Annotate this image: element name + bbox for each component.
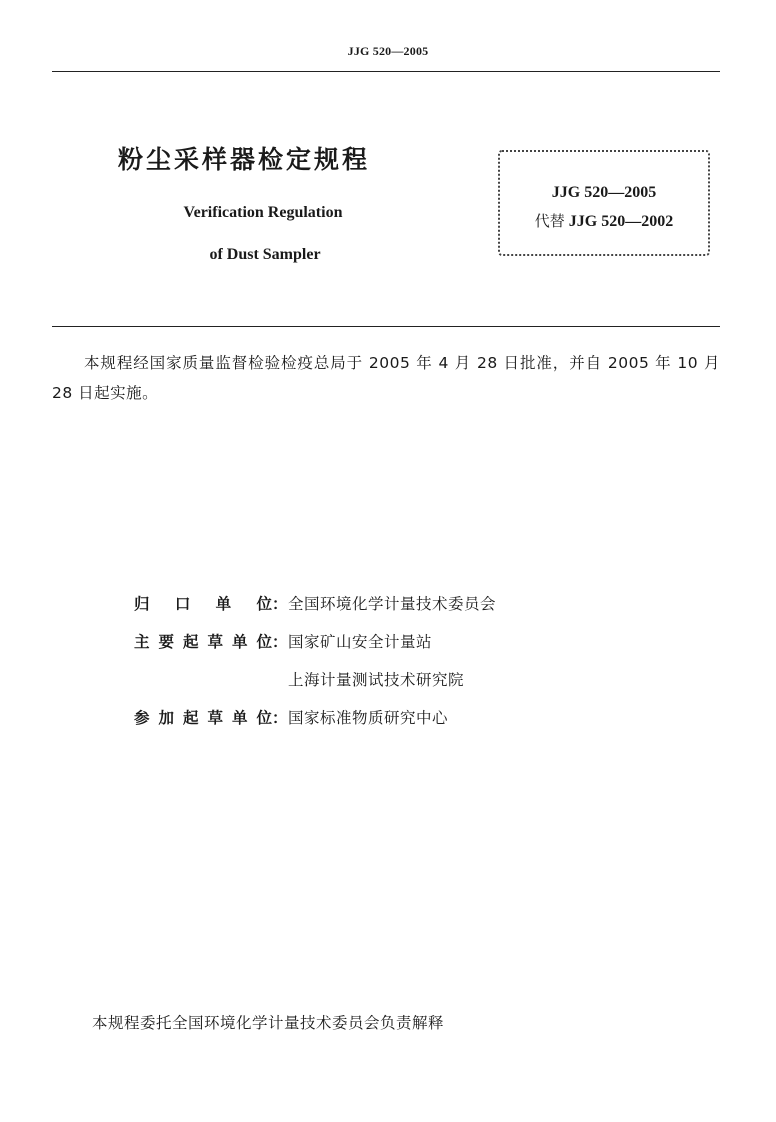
colon: ： (272, 633, 288, 651)
replace-label: 代替 (534, 212, 565, 230)
responsible-unit-row (134, 592, 496, 614)
drafting-unit-row (134, 630, 432, 652)
standard-code-box (498, 150, 710, 256)
document-code-header: JJG 520—2005 (347, 44, 429, 58)
drafting-unit-label: 主要起草单位 (134, 633, 272, 651)
title-english-line-2: of Dust Sampler (209, 246, 321, 263)
approval-statement: 本规程经国家质量监督检验检疫总局于 2005 年 4 月 28 日批准，并自 2005 年 10 月 28 日起实施。 (52, 354, 720, 402)
middle-rule (52, 326, 720, 327)
title-chinese: 粉尘采样器检定规程 (118, 145, 371, 174)
responsible-unit-value: 全国环境化学计量技术委员会 (288, 595, 497, 613)
title-english-line-1: Verification Regulation (183, 204, 343, 221)
drafting-unit-value-2: 上海计量测试技术研究院 (288, 671, 465, 689)
replaced-code: JJG 520—2002 (568, 213, 674, 230)
colon: ： (272, 595, 288, 613)
participating-unit-value: 国家标准物质研究中心 (288, 709, 449, 727)
drafting-unit-value-1: 国家矿山安全计量站 (288, 633, 433, 651)
colon: ： (272, 709, 288, 727)
interpretation-note: 本规程委托全国环境化学计量技术委员会负责解释 (92, 1014, 445, 1032)
top-rule (52, 71, 720, 72)
participating-unit-row (134, 706, 448, 728)
standard-code: JJG 520—2005 (551, 184, 657, 201)
replaced-standard (498, 210, 710, 231)
responsible-unit-label: 归口单位 (134, 595, 272, 613)
participating-unit-label: 参加起草单位 (134, 709, 272, 727)
